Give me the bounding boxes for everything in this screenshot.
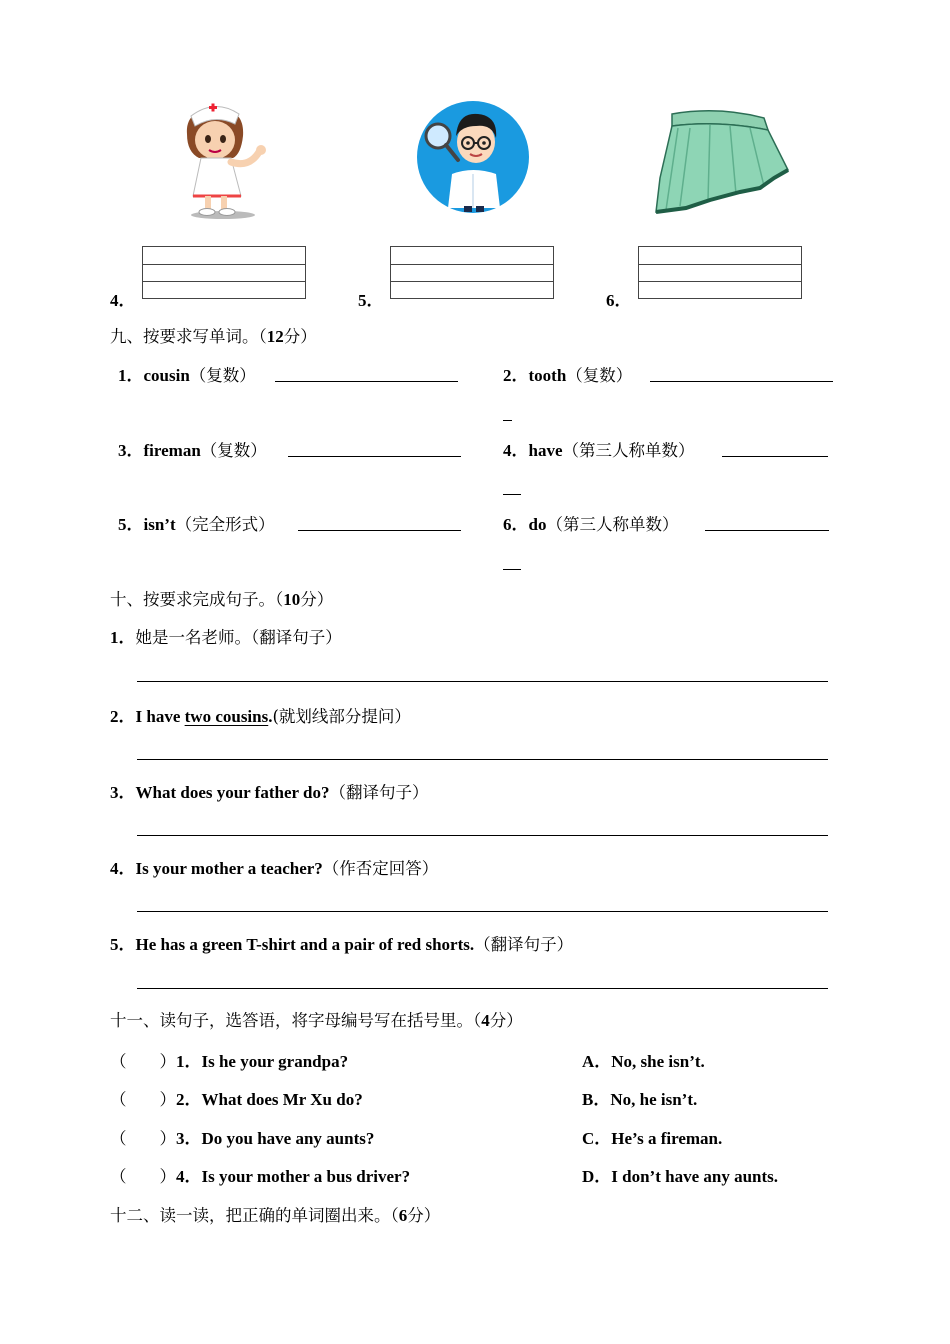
- match-question-2: （ ）2．What does Mr Xu do?: [110, 1090, 363, 1109]
- sentence-item-1: 1．她是一名老师。（翻译句子）: [110, 628, 342, 647]
- sentence-answer-line-1[interactable]: [137, 681, 828, 682]
- word-item-2: 2．tooth（复数）: [503, 366, 633, 385]
- match-question-1: （ ）1．Is he your grandpa?: [110, 1052, 349, 1071]
- sentence-answer-line-2[interactable]: [137, 759, 828, 760]
- answer-line-3[interactable]: [288, 456, 461, 457]
- underlined-phrase: two cousins: [184, 707, 269, 726]
- answer-line-5[interactable]: [298, 530, 461, 531]
- answer-line-4[interactable]: [722, 456, 828, 457]
- section10-title: 十、按要求完成句子。（10分）: [110, 590, 334, 609]
- section11-title: 十一、读句子，选答语，将字母编号写在括号里。（4分）: [110, 1011, 523, 1030]
- sentence-item-3: 3．What does your father do?（翻译句子）: [110, 783, 429, 802]
- picture-number-6: 6．: [606, 291, 632, 310]
- match-question-3: （ ）3．Do you have any aunts?: [110, 1129, 375, 1148]
- answer-paren[interactable]: （ ）: [110, 1129, 176, 1148]
- sentence-item-4: 4．Is your mother a teacher?（作否定回答）: [110, 859, 439, 878]
- word-item-5: 5．isn’t（完全形式）: [118, 515, 275, 534]
- answer-box-6[interactable]: [638, 246, 802, 299]
- sentence-answer-line-5[interactable]: [137, 988, 828, 989]
- word-item-3: 3．fireman（复数）: [118, 441, 267, 460]
- sentence-answer-line-4[interactable]: [137, 911, 828, 912]
- match-answer-b: B．No, he isn’t.: [582, 1090, 698, 1109]
- match-answer-a: A．No, she isn’t.: [582, 1052, 705, 1071]
- picture-number-5: 5．: [358, 291, 384, 310]
- answer-paren[interactable]: （ ）: [110, 1052, 176, 1071]
- sentence-item-2: 2．I have two cousins.(就划线部分提问）: [110, 707, 411, 726]
- nurse-illustration: [175, 96, 275, 220]
- word-item-1: 1．cousin（复数）: [118, 366, 256, 385]
- answer-line-2[interactable]: [650, 381, 833, 382]
- skirt-illustration: [650, 108, 790, 218]
- word-item-6: 6．do（第三人称单数）: [503, 515, 679, 534]
- answer-line-4-wrap: [503, 494, 521, 495]
- section9-title: 九、按要求写单词。（12分）: [110, 327, 317, 346]
- answer-line-2-wrap: [503, 420, 512, 421]
- match-answer-d: D．I don’t have any aunts.: [582, 1167, 779, 1186]
- answer-paren[interactable]: （ ）: [110, 1167, 176, 1186]
- answer-line-1[interactable]: [275, 381, 458, 382]
- picture-number-4: 4．: [110, 291, 136, 310]
- section12-title: 十二、读一读，把正确的单词圈出来。（6分）: [110, 1206, 441, 1225]
- doctor-illustration: [414, 96, 532, 218]
- answer-paren[interactable]: （ ）: [110, 1090, 176, 1109]
- word-item-4: 4．have（第三人称单数）: [503, 441, 695, 460]
- answer-box-5[interactable]: [390, 246, 554, 299]
- answer-line-6-wrap: [503, 569, 521, 570]
- sentence-item-5: 5．He has a green T-shirt and a pair of red shorts.（翻译句子）: [110, 935, 574, 954]
- answer-line-6[interactable]: [705, 530, 829, 531]
- match-answer-c: C．He’s a fireman.: [582, 1129, 723, 1148]
- sentence-answer-line-3[interactable]: [137, 835, 828, 836]
- match-question-4: （ ）4．Is your mother a bus driver?: [110, 1167, 411, 1186]
- answer-box-4[interactable]: [142, 246, 306, 299]
